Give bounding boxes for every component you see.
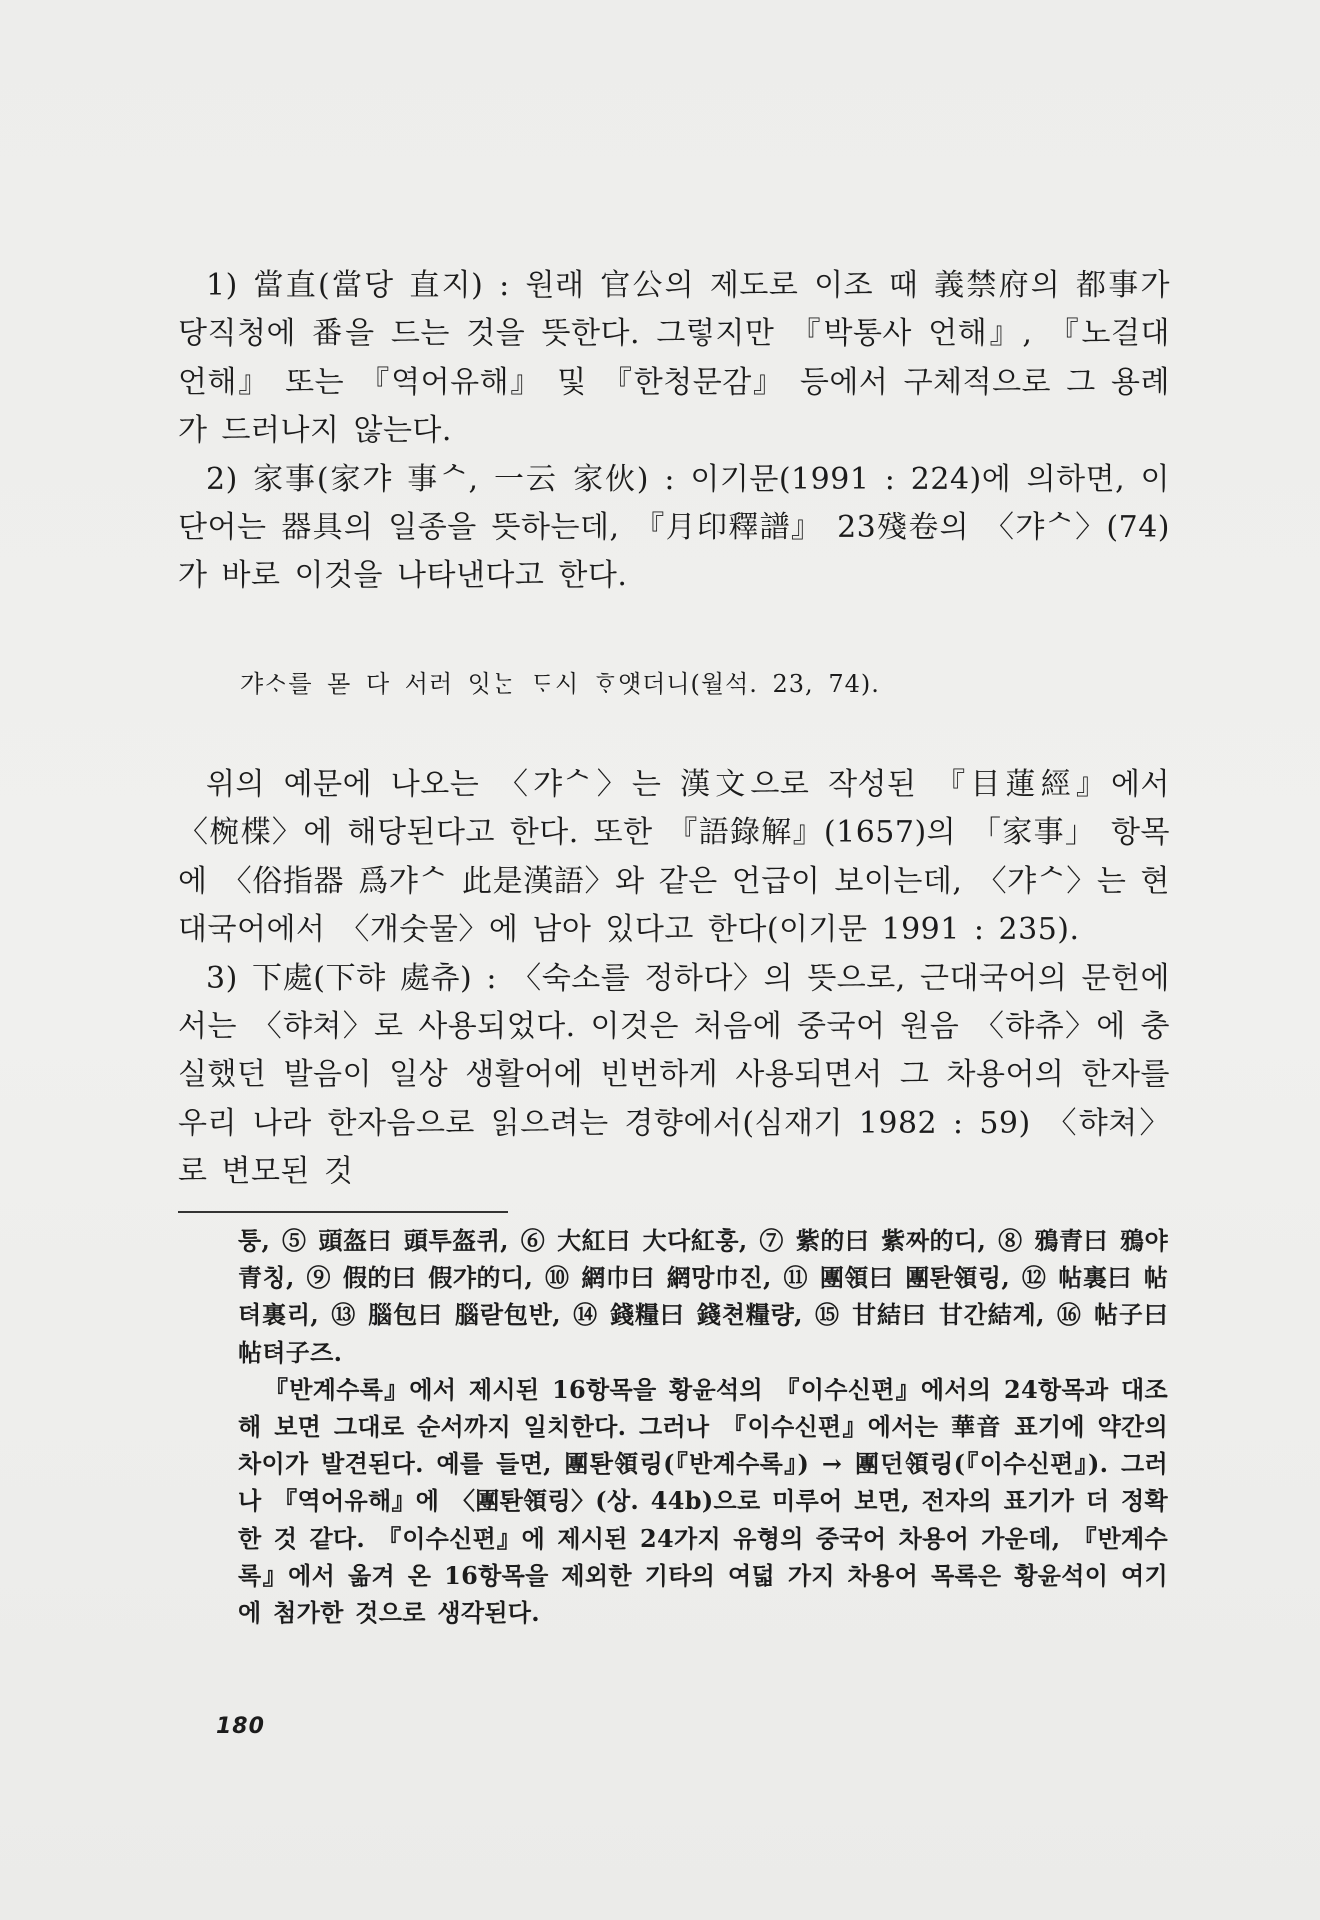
footnote-commentary: 『반계수록』에서 제시된 16항목을 황윤석의 『이수신편』에서의 24항목과 대조해 보면 그대로 순서까지 일치한다. 그러나 『이수신편』에서는 華音 표기에 약간의 차이가 발견된다. 예를 들면, 團퇀領링(『반계수록』) → 團던領링(『이수신편』). 그러나 『역어유해』에 〈團퇀領링〉(상. 44b)으로 미루어 보면, 전자의 표기가 더 정확한 것 같다. 『이수신편』에 제시된 24가지 유형의 중국어 차용어 가운데, 『반계수록』에서 옮겨 온 16항목을 제외한 기타의 여덟 가지 차용어 목록은 황윤석이 여기에 첨가한 것으로 생각된다.: [238, 1374, 1168, 1628]
paragraph-explanation: 위의 예문에 나오는 〈갸ᄉ〉는 漢文으로 작성된 『目蓮經』에서 〈椀楪〉에 해당된다고 한다. 또한 『語錄解』(1657)의 「家事」 항목에 〈俗指器 爲갸ᄉ 此是漢語〉와 같은 언급이 보이는데, 〈갸ᄉ〉는 현대국어에서 〈개숫물〉에 남아 있다고 한다(이기문 1991 : 235).: [178, 767, 1170, 948]
body-text-bottom: [178, 761, 1170, 1197]
footnote-block: [238, 1222, 1168, 1631]
example-quote: 갸ᄉᆞ를 몯 다 서러 잇ᄂᆞᆫ ᄃᆞ시 ᄒᆞ얫더니(월석. 23, 74).: [240, 670, 880, 698]
footnote-list: 퉁, ⑤ 頭盔曰 頭투盔퀴, ⑥ 大紅曰 大다紅훙, ⑦ 紫的曰 紫짜的디, ⑧ 鴉青曰 鴉야青칭, ⑨ 假的曰 假갸的디, ⑩ 網巾曰 網망巾진, ⑪ 團領曰 團퇀領링, ⑫ 帖裏曰 帖텨裏리, ⑬ 腦包曰 腦랃包반, ⑭ 錢糧曰 錢쳔糧량, ⑮ 甘結曰 甘간結계, ⑯ 帖子曰 帖텨子즈.: [238, 1226, 1168, 1367]
page-number: 180: [216, 1714, 265, 1739]
paragraph-note-3: 3) 下處(下햐 處츄) : 〈숙소를 정하다〉의 뜻으로, 근대국어의 문헌에서는 〈햐쳐〉로 사용되었다. 이것은 처음에 중국어 원음 〈햐츄〉에 충실했던 발음이 일상 생활어에 빈번하게 사용되면서 그 차용어의 한자를 우리 나라 한자음으로 읽으려는 경향에서(심재기 1982 : 59) 〈햐쳐〉로 변모된 것: [178, 960, 1170, 1190]
body-text-top: [178, 262, 1170, 601]
paragraph-note-1: 1) 當直(當당 直지) : 원래 官公의 제도로 이조 때 義禁府의 都事가 당직청에 番을 드는 것을 뜻한다. 그렇지만 『박통사 언해』, 『노걸대 언해』 또는 『역어유해』 및 『한청문감』 등에서 구체적으로 그 용례가 드러나지 않는다.: [178, 268, 1170, 449]
paragraph-note-2: 2) 家事(家갸 事ᄉ, 一云 家伙) : 이기문(1991 : 224)에 의하면, 이 단어는 器具의 일종을 뜻하는데, 『月印釋譜』 23殘卷의 〈갸ᄉ〉(74)가 바로 이것을 나타낸다고 한다.: [178, 461, 1170, 594]
footnote-divider: [178, 1211, 508, 1213]
